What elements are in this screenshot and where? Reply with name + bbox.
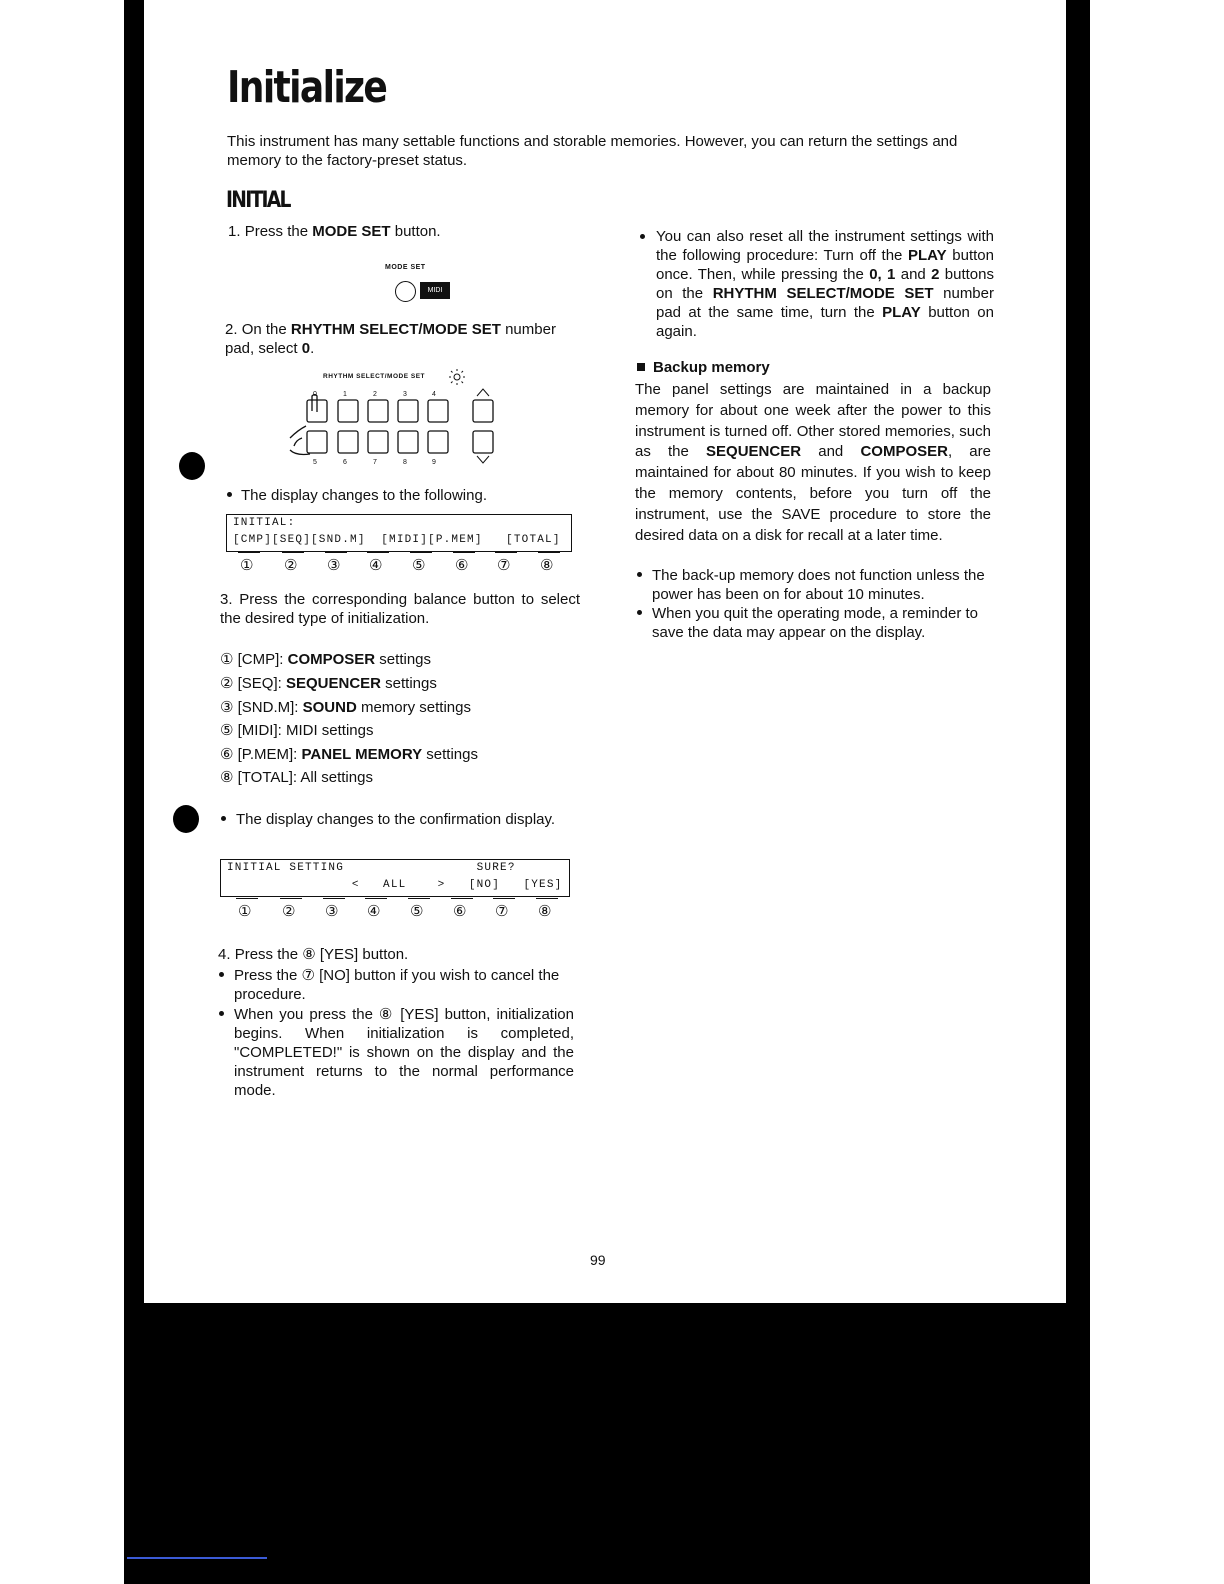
midi-button[interactable]: MIDI xyxy=(420,282,450,299)
pad-key-5 xyxy=(307,431,327,453)
pad-key-7 xyxy=(368,431,388,453)
pad-key-1 xyxy=(338,400,358,422)
pad-number-1: 1 xyxy=(343,391,347,398)
lcd-line-1: INITIAL SETTING SURE? xyxy=(227,862,516,874)
lcd-display-confirm xyxy=(220,859,570,897)
pad-number-5: 5 xyxy=(313,459,317,466)
bullet xyxy=(227,492,232,497)
option-sndm: ③ [SND.M]: SOUND memory settings xyxy=(220,699,471,716)
reset-note: You can also reset all the instrument settings with the following procedure: Turn off the PLAY button once. Then, while pressing the 0, 1 and 2 buttons on the RHYTHM SELECT/MODE SET number pad at the same time, turn the PLAY button on again. xyxy=(656,228,994,340)
bullet xyxy=(219,972,224,977)
light-icon xyxy=(449,369,465,385)
pad-key-9 xyxy=(428,431,448,453)
balance-button-3[interactable]: ③ xyxy=(325,903,339,920)
balance-button-no[interactable]: ⑦ xyxy=(495,903,509,920)
display-change-note: The display changes to the following. xyxy=(241,487,487,504)
pad-number-2: 2 xyxy=(373,391,377,398)
pad-key-8 xyxy=(398,431,418,453)
mode-set-label: MODE SET xyxy=(385,264,426,271)
balance-button-5[interactable]: ⑤ xyxy=(412,557,426,574)
option-cmp: ① [CMP]: COMPOSER settings xyxy=(220,651,432,668)
balance-button-1[interactable]: ① xyxy=(238,903,252,920)
step-3: 3. Press the corresponding balance button to select the desired type of initialization. xyxy=(220,591,581,627)
pad-number-0: 0 xyxy=(313,391,317,398)
balance-button-5[interactable]: ⑤ xyxy=(410,903,424,920)
scan-margin-right xyxy=(1090,0,1224,1584)
pad-number-8: 8 xyxy=(403,459,407,466)
pad-label: RHYTHM SELECT/MODE SET xyxy=(323,373,426,380)
option-pmem: ⑥ [P.MEM]: PANEL MEMORY settings xyxy=(220,746,478,763)
step-2: 2. On the RHYTHM SELECT/MODE SET number pad, select 0. xyxy=(225,321,556,357)
pad-key-6 xyxy=(338,431,358,453)
lcd-line-2: < ALL > [NO] [YES] xyxy=(227,879,563,891)
balance-buttons-row-1 xyxy=(240,556,570,576)
pad-key-down xyxy=(473,431,493,453)
pad-key-up xyxy=(473,400,493,422)
bullet xyxy=(221,816,226,821)
up-arrow-icon xyxy=(477,389,489,396)
balance-button-yes[interactable]: ⑧ xyxy=(538,903,552,920)
scan-border-bottom xyxy=(124,1303,1090,1584)
scan-artifact-line xyxy=(127,1557,267,1559)
confirm-note: The display changes to the confirmation display. xyxy=(236,811,556,828)
page-title: Initialize xyxy=(227,62,387,113)
section-title: INITIAL xyxy=(226,188,290,213)
option-total: ⑧ [TOTAL]: All settings xyxy=(220,769,373,786)
backup-paragraph: The panel settings are maintained in a backup memory for about one week after the power to this instrument is turned off. Other stored memories, such as the SEQUENCER and COMPOSER, are maintained for about 80 minutes. If you wish to keep the memory contents, before you turn off the instrument, use the SAVE procedure to store the desired data on a disk for recall at a later time. xyxy=(635,381,991,544)
option-midi: ⑤ [MIDI]: MIDI settings xyxy=(220,722,374,739)
balance-button-4[interactable]: ④ xyxy=(367,903,381,920)
option-seq: ② [SEQ]: SEQUENCER settings xyxy=(220,675,437,692)
balance-button-8[interactable]: ⑧ xyxy=(540,557,554,574)
lcd-line-2: [CMP][SEQ][SND.M] [MIDI][P.MEM] [TOTAL] xyxy=(233,534,561,546)
cancel-note: Press the ⑦ [NO] button if you wish to cancel the procedure. xyxy=(234,967,560,1003)
intro-paragraph: This instrument has many settable functions and storable memories. However, you can return the settings and memory to the factory-preset status. xyxy=(227,133,958,169)
lcd-line-1: INITIAL: xyxy=(233,517,296,529)
bullet xyxy=(637,610,642,615)
yes-note: When you press the ⑧ [YES] button, initialization begins. When initialization is completed, "COMPLETED!" is shown on the display and the instrument returns to the normal performance mode. xyxy=(234,1006,574,1099)
number-pad xyxy=(280,366,510,476)
pad-key-3 xyxy=(398,400,418,422)
bullet xyxy=(640,234,645,239)
balance-button-7[interactable]: ⑦ xyxy=(497,557,511,574)
balance-button-4[interactable]: ④ xyxy=(369,557,383,574)
balance-button-3[interactable]: ③ xyxy=(327,557,341,574)
lcd-display-initial xyxy=(226,514,572,552)
balance-buttons-row-2 xyxy=(238,902,568,922)
page-number: 99 xyxy=(590,1252,606,1268)
balance-button-1[interactable]: ① xyxy=(240,557,254,574)
pad-number-6: 6 xyxy=(343,459,347,466)
balance-button-2[interactable]: ② xyxy=(284,557,298,574)
quit-note: When you quit the operating mode, a reminder to save the data may appear on the display. xyxy=(652,605,979,641)
pad-number-4: 4 xyxy=(432,391,436,398)
bullet xyxy=(219,1011,224,1016)
scan-margin-left xyxy=(0,0,124,1584)
balance-button-6[interactable]: ⑥ xyxy=(455,557,469,574)
pad-number-7: 7 xyxy=(373,459,377,466)
punch-hole-mark xyxy=(173,805,199,833)
step-1: 1. Press the MODE SET button. xyxy=(228,223,441,240)
backup-heading: Backup memory xyxy=(637,358,770,377)
pad-key-2 xyxy=(368,400,388,422)
bullet xyxy=(637,572,642,577)
pad-key-4 xyxy=(428,400,448,422)
square-bullet-icon xyxy=(637,363,645,371)
step-4: 4. Press the ⑧ [YES] button. xyxy=(218,946,409,963)
punch-hole-mark xyxy=(179,452,205,480)
balance-button-6[interactable]: ⑥ xyxy=(453,903,467,920)
mode-set-button[interactable] xyxy=(395,281,416,302)
pad-number-9: 9 xyxy=(432,459,436,466)
backup-note: The back-up memory does not function unless the power has been on for about 10 minutes. xyxy=(652,567,985,603)
down-arrow-icon xyxy=(477,456,489,463)
balance-button-2[interactable]: ② xyxy=(282,903,296,920)
pad-number-3: 3 xyxy=(403,391,407,398)
